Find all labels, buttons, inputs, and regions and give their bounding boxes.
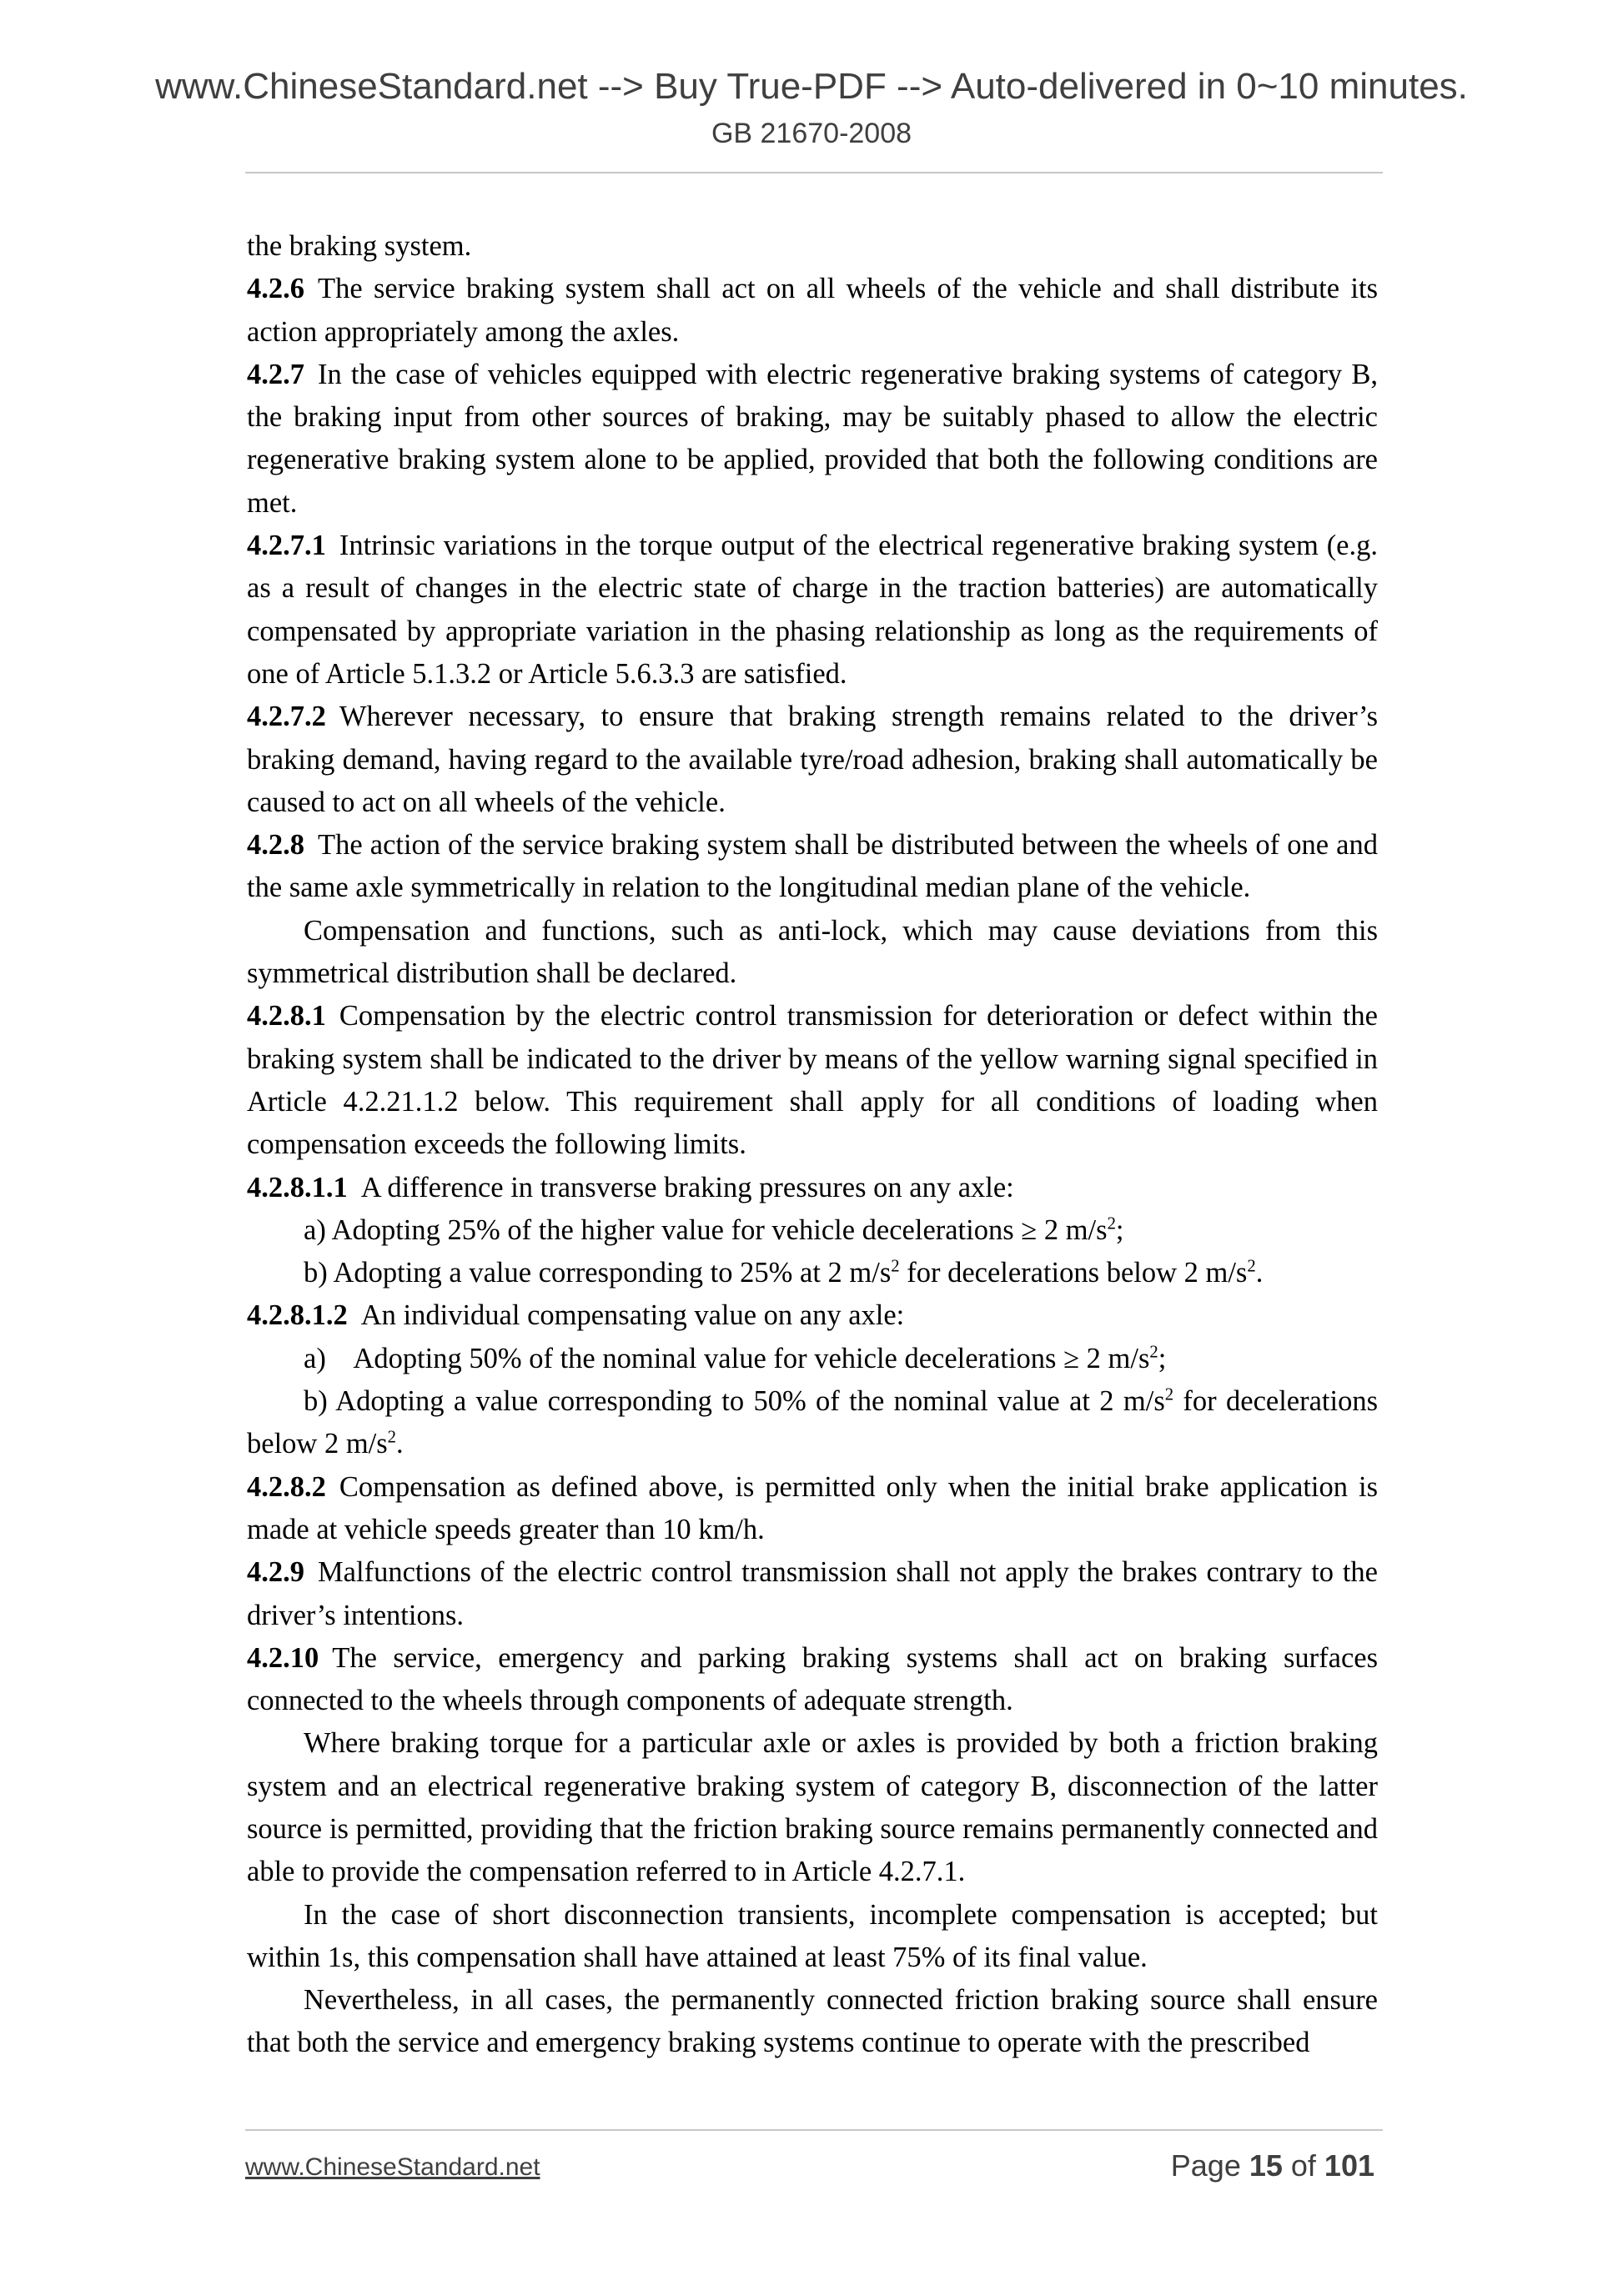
clause-text: The action of the service braking system shall be distributed between the wheels of one and the same axle symmetrically in relation to the longitudinal median plane of the vehicle. [247, 829, 1378, 904]
header-banner: www.ChineseStandard.net --> Buy True-PDF --> Auto-delivered in 0~10 minutes. [155, 66, 1468, 107]
list-item-b: b) Adopting a value corresponding to 25% at 2 $m/s^2$ for decelerations below 2 $m/s^2$. [304, 1257, 1264, 1289]
standard-code: GB 21670-2008 [711, 118, 912, 149]
clause-number: 4.2.8.1.2 [247, 1299, 348, 1332]
clause-4-2-7-2 [247, 696, 1378, 824]
list-item-a: a) Adopting 25% of the higher value for vehicle decelerations ≥ 2 $m/s^2$; [304, 1213, 1124, 1246]
clause-4-2-8 [247, 824, 1378, 910]
clause-text: Compensation as defined above, is permitted only when the initial brake application is made at vehicle speeds greater than 10 km/h. [247, 1470, 1378, 1545]
clause-number: 4.2.8.1.1 [247, 1171, 348, 1203]
clause-number: 4.2.10 [247, 1641, 319, 1674]
page-total: 101 [1324, 2148, 1374, 2183]
clause-number: 4.2.8 [247, 829, 304, 862]
clause-number: 4.2.8.1 [247, 1000, 326, 1032]
clause-number: 4.2.6 [247, 273, 304, 305]
paragraph: the braking system. [247, 230, 472, 262]
clause-text: The service braking system shall act on all wheels of the vehicle and shall distribute its action appropriately among the axles. [247, 273, 1378, 348]
list-item-a: a) Adopting 50% of the nominal value for vehicle decelerations ≥ 2 $m/s^2$; [304, 1342, 1167, 1374]
clause-number: 4.2.9 [247, 1556, 304, 1589]
footer-site-link[interactable]: www.ChineseStandard.net [245, 2153, 540, 2181]
clause-4-2-7-1 [247, 525, 1378, 696]
clause-text: Malfunctions of the electric control transmission shall not apply the brakes contrary to the driver’s intentions. [247, 1556, 1378, 1631]
paragraph: Compensation and functions, such as anti-lock, which may cause deviations from this symmetrical distribution shall be declared. [247, 914, 1378, 990]
clause-4-2-7 [247, 354, 1378, 525]
header-divider [245, 172, 1383, 173]
clause-4-2-9 [247, 1551, 1378, 1637]
clause-number: 4.2.8.2 [247, 1470, 326, 1503]
clause-text: Compensation by the electric control transmission for deterioration or defect within the braking system shall be indicated to the driver by means of the yellow warning signal specified in Article 4.2.21.1.2 below. This requirement shall apply for all conditions of loading when compensation exceeds the following limits. [247, 1000, 1378, 1161]
clause-text: A difference in transverse braking pressures on any axle: [360, 1171, 1014, 1203]
clause-number: 4.2.7 [247, 358, 304, 390]
clause-number: 4.2.7.1 [247, 530, 326, 562]
clause-text: Intrinsic variations in the torque output of the electrical regenerative braking system (e.g. as a result of changes in the electric state of charge in the traction batteries) are automatically compensated by appropriate variation in the phasing relationship as long as the requirements of one of Article 5.1.3.2 or Article 5.6.3.3 are satisfied. [247, 530, 1378, 690]
page-indicator: Page 15 of 101 [1170, 2148, 1374, 2183]
clause-text: An individual compensating value on any axle: [360, 1299, 905, 1332]
clause-4-2-8-2 [247, 1466, 1378, 1552]
clause-4-2-10 [247, 1637, 1378, 1723]
paragraph: Nevertheless, in all cases, the permanently connected friction braking source shall ensure that both the service and emergency braking systems continue to operate with the prescribed [247, 1984, 1378, 2059]
document-body [247, 225, 1378, 2065]
clause-text: In the case of vehicles equipped with electric regenerative braking systems of category B, the braking input from other sources of braking, may be suitably phased to allow the electric regenerative braking system alone to be applied, provided that both the following conditions are met. [247, 358, 1378, 519]
clause-4-2-8-1-2 [247, 1294, 1378, 1337]
page-current: 15 [1249, 2148, 1283, 2183]
clause-4-2-8-1 [247, 995, 1378, 1166]
clause-text: Wherever necessary, to ensure that braking strength remains related to the driver’s braking demand, having regard to the available tyre/road adhesion, braking shall automatically be caused to act on all wheels of the vehicle. [247, 701, 1378, 818]
clause-text: The service, emergency and parking braking systems shall act on braking surfaces connected to the wheels through components of adequate strength. [247, 1641, 1378, 1717]
list-item-b: b) Adopting a value corresponding to 50% of the nominal value at 2 $m/s^2$ for decelerations below 2 $m/s^2$. [247, 1385, 1378, 1460]
clause-4-2-8-1-1 [247, 1167, 1378, 1209]
clause-number: 4.2.7.2 [247, 701, 326, 733]
footer-divider [245, 2129, 1383, 2131]
paragraph: Where braking torque for a particular axle or axles is provided by both a friction braking system and an electrical regenerative braking system of category B, disconnection of the latter source is permitted, providing that the friction braking source remains permanently connected and able to provide the compensation referred to in Article 4.2.7.1. [247, 1727, 1378, 1888]
paragraph: In the case of short disconnection transients, incomplete compensation is accepted; but within 1s, this compensation shall have attained at least 75% of its final value. [247, 1898, 1378, 1973]
clause-4-2-6 [247, 268, 1378, 354]
